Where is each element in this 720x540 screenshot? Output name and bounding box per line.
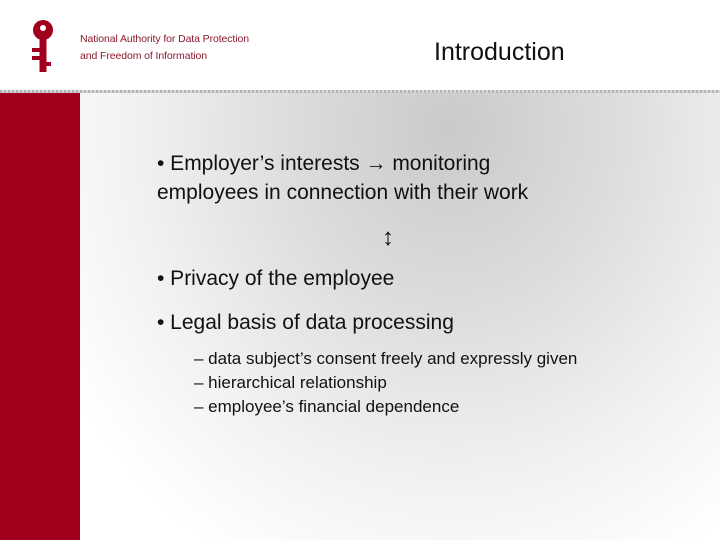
organization-name-line-2: and Freedom of Information — [80, 50, 207, 62]
sub-item-hierarchy: – hierarchical relationship — [194, 373, 387, 392]
organization-name-line-1: National Authority for Data Protection — [80, 33, 249, 45]
bullet-employer-interests: • Employer’s interests → monitoring — [157, 152, 491, 175]
left-accent-band — [0, 93, 80, 540]
slide-header — [0, 0, 720, 92]
sub-item-financial-dependence: – employee’s financial dependence — [194, 397, 460, 416]
sub-item-consent: – data subject’s consent freely and expressly given — [194, 349, 578, 368]
bullet-employee-privacy: • Privacy of the employee — [157, 267, 395, 290]
bullet-legal-basis: • Legal basis of data processing — [157, 311, 454, 334]
bullet-employer-interests-continuation: employees in connection with their work — [157, 181, 529, 204]
organization-logo — [28, 18, 268, 78]
key-icon — [28, 18, 58, 76]
up-down-arrow-icon: ↕ — [382, 224, 394, 251]
slide-title: Introduction — [434, 38, 565, 66]
